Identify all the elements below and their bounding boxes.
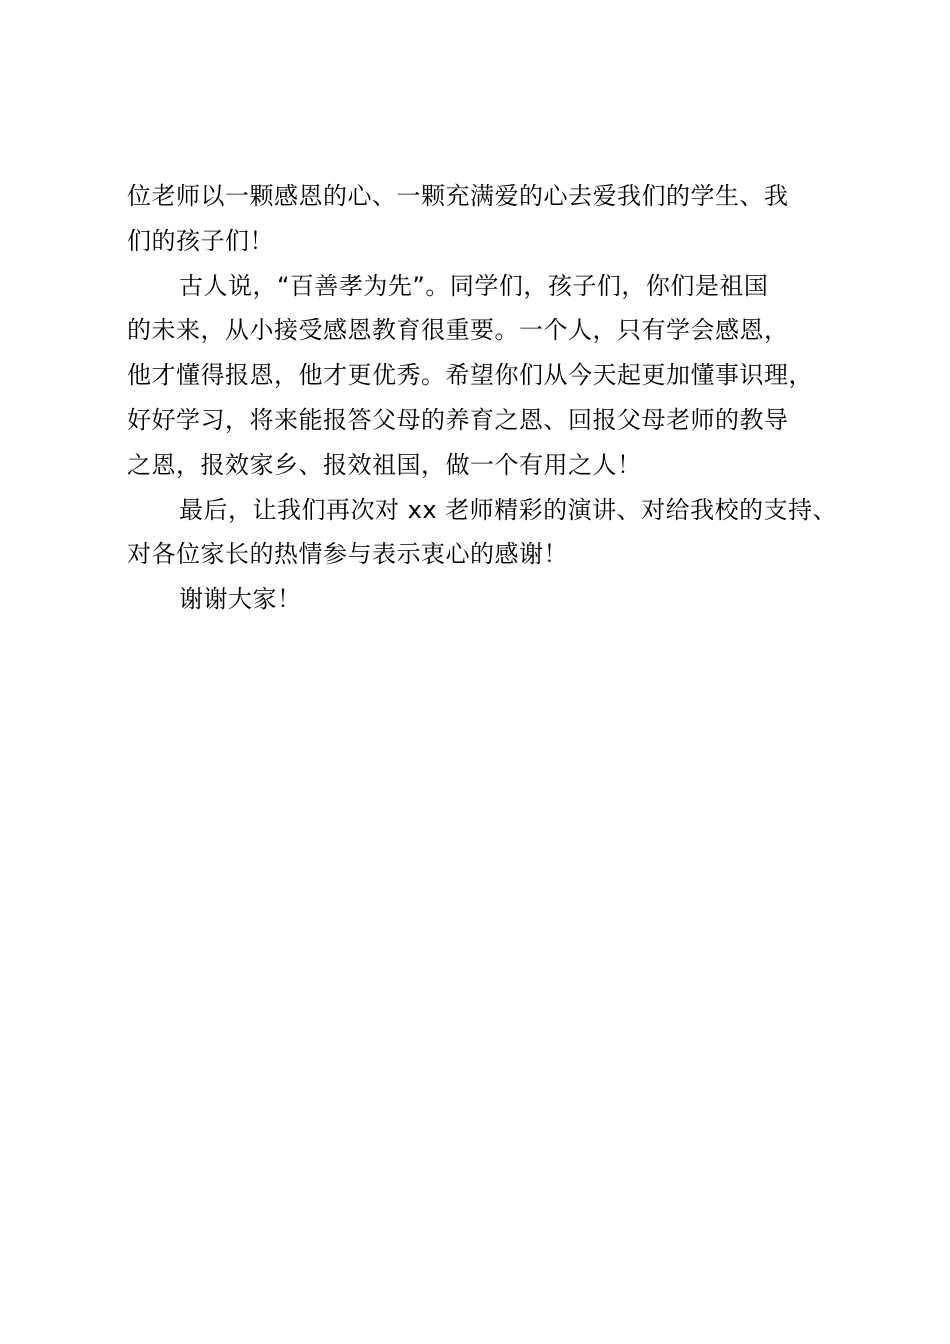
paragraph-line: 位老师以一颗感恩的心、一颗充满爱的心去爱我们的学生、我: [127, 182, 789, 210]
paragraph-line: 最后，让我们再次对 xx 老师精彩的演讲、对给我校的支持、: [179, 495, 838, 524]
paragraph-line: 好好学习，将来能报答父母的养育之恩、回报父母老师的教导: [127, 405, 789, 434]
paragraph-line: 对各位家长的热情参与表示衷心的感谢！: [127, 540, 568, 569]
paragraph-line: 的未来，从小接受感恩教育很重要。一个人，只有学会感恩，: [127, 316, 789, 345]
paragraph-line: 谢谢大家！: [179, 585, 302, 614]
paragraph-line: 他才懂得报恩，他才更优秀。希望你们从今天起更加懂事识理，: [127, 361, 813, 390]
paragraph-line: 古人说，“百善孝为先”。同学们，孩子们，你们是祖国: [179, 271, 769, 300]
document-body: [127, 174, 857, 622]
paragraph-line: 们的孩子们！: [127, 226, 274, 255]
paragraph-line: 之恩，报效家乡、报效祖国，做一个有用之人！: [127, 450, 642, 479]
